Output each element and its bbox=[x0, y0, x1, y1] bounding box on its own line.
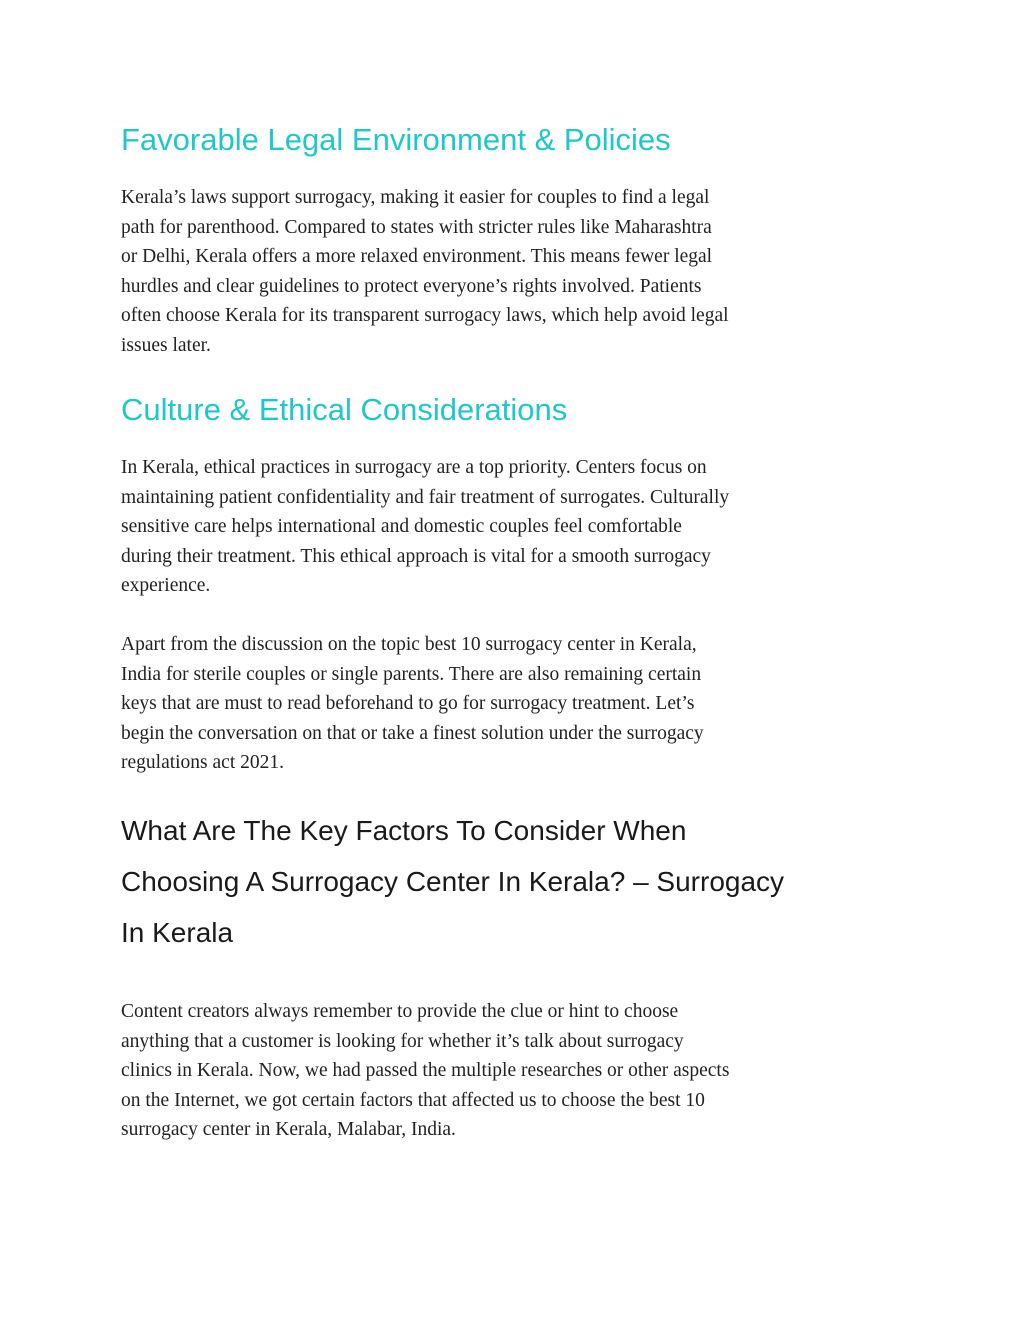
heading-legal-environment: Favorable Legal Environment & Policies bbox=[121, 122, 671, 157]
text-line: In Kerala, ethical practices in surrogacy are a top priority. Centers focus on bbox=[121, 457, 707, 478]
heading-line: In Kerala bbox=[121, 917, 234, 948]
text-line: or Delhi, Kerala offers a more relaxed environment. This means fewer legal bbox=[121, 246, 713, 267]
text-line: Apart from the discussion on the topic best 10 surrogacy center in Kerala, bbox=[121, 634, 697, 655]
text-line: Content creators always remember to provide the clue or hint to choose bbox=[121, 1001, 679, 1022]
text-line: anything that a customer is looking for whether it’s talk about surrogacy bbox=[121, 1030, 684, 1052]
paragraph-legal-environment bbox=[121, 183, 911, 360]
text-line: hurdles and clear guidelines to protect everyone’s rights involved. Patients bbox=[121, 275, 702, 297]
text-line: surrogacy center in Kerala, Malabar, India. bbox=[121, 1119, 456, 1140]
text-line: issues later. bbox=[121, 334, 211, 356]
heading-culture-ethics: Culture & Ethical Considerations bbox=[121, 392, 568, 427]
text-line: during their treatment. This ethical approach is vital for a smooth surrogacy bbox=[121, 545, 711, 567]
text-line: clinics in Kerala. Now, we had passed the multiple researches or other aspects bbox=[121, 1060, 730, 1081]
text-line: keys that are must to read beforehand to go for surrogacy treatment. Let’s bbox=[121, 693, 695, 714]
text-line: India for sterile couples or single parents. There are also remaining certain bbox=[121, 663, 702, 685]
paragraph-content-creators bbox=[121, 997, 911, 1145]
text-line: maintaining patient confidentiality and fair treatment of surrogates. Culturally bbox=[121, 486, 730, 508]
text-line: sensitive care helps international and domestic couples feel comfortable bbox=[121, 516, 682, 537]
text-line: begin the conversation on that or take a finest solution under the surrogacy bbox=[121, 722, 704, 744]
heading-key-factors bbox=[121, 805, 911, 958]
text-line: Kerala’s laws support surrogacy, making it easier for couples to find a legal bbox=[121, 187, 710, 208]
paragraph-apart-from-discussion bbox=[121, 630, 911, 778]
text-line: regulations act 2021. bbox=[121, 752, 284, 773]
text-line: path for parenthood. Compared to states with stricter rules like Maharashtra bbox=[121, 216, 712, 238]
text-line: on the Internet, we got certain factors that affected us to choose the best 10 bbox=[121, 1089, 705, 1111]
paragraph-culture-ethics bbox=[121, 453, 911, 601]
text-line: often choose Kerala for its transparent surrogacy laws, which help avoid legal bbox=[121, 305, 729, 326]
text-line: experience. bbox=[121, 575, 211, 596]
heading-line: What Are The Key Factors To Consider When bbox=[121, 815, 687, 846]
heading-line: Choosing A Surrogacy Center In Kerala? – Surrogacy bbox=[121, 866, 785, 897]
